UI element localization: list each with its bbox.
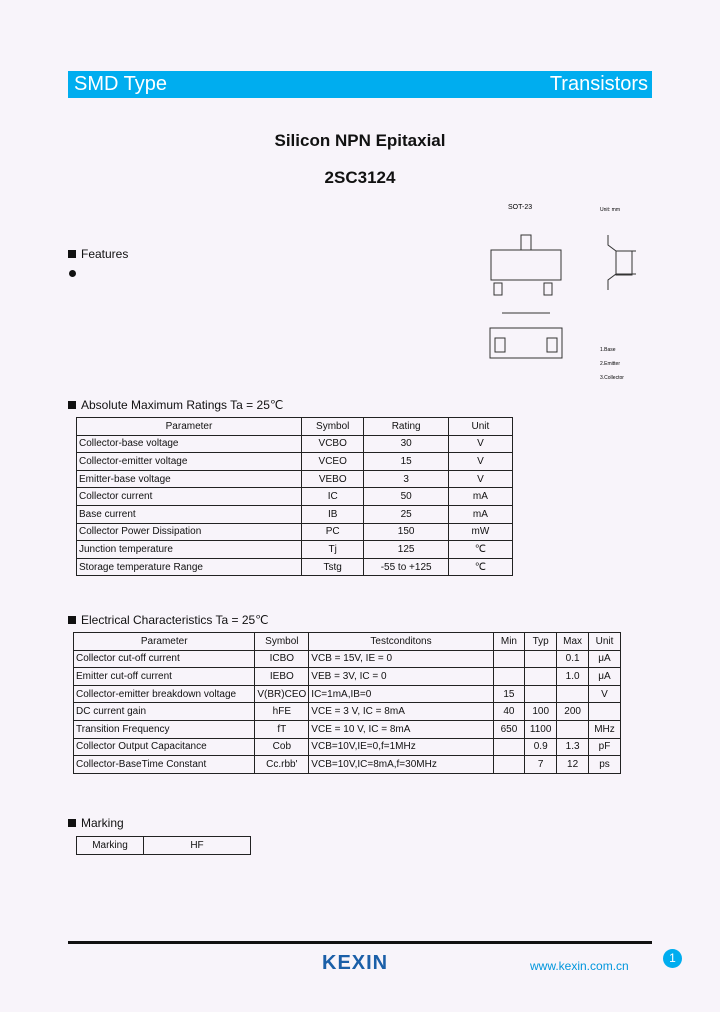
table-cell: 650 (493, 720, 524, 738)
table-cell: V (448, 435, 512, 453)
table-cell: Emitter cut-off current (74, 668, 255, 686)
table-cell: 15 (493, 685, 524, 703)
table-cell: 40 (493, 703, 524, 721)
table-cell: Cob (255, 738, 309, 756)
bullet-icon (69, 270, 76, 277)
table-row (74, 756, 621, 774)
marking-value: HF (144, 837, 251, 855)
table-cell (493, 650, 524, 668)
table-cell: V(BR)CEO (255, 685, 309, 703)
column-header: Rating (364, 418, 448, 436)
column-header: Parameter (77, 418, 302, 436)
table-cell: VCE = 10 V, IC = 8mA (309, 720, 493, 738)
table-cell: VCB=10V,IC=8mA,f=30MHz (309, 756, 493, 774)
table-row (77, 523, 513, 541)
pin-3: 3.Collector (600, 375, 624, 381)
table-cell: IEBO (255, 668, 309, 686)
table-cell: 1.3 (557, 738, 589, 756)
table-cell: Collector-BaseTime Constant (74, 756, 255, 774)
part-number: 2SC3124 (324, 168, 396, 187)
table-cell: Storage temperature Range (77, 558, 302, 576)
header-left: SMD Type (74, 73, 167, 95)
table-cell: VEB = 3V, IC = 0 (309, 668, 493, 686)
features-heading (68, 247, 128, 261)
marking-heading-text: Marking (81, 816, 124, 830)
pin-1: 1.Base (600, 347, 616, 353)
table-cell: μA (588, 650, 620, 668)
table-cell: Collector Output Capacitance (74, 738, 255, 756)
table-row (77, 470, 513, 488)
header-right: Transistors (549, 73, 648, 95)
table-cell: -55 to +125 (364, 558, 448, 576)
table-cell: IC (301, 488, 363, 506)
column-header: Unit (448, 418, 512, 436)
table-cell: V (448, 470, 512, 488)
table-cell: Collector current (77, 488, 302, 506)
table-cell (525, 650, 557, 668)
elec-heading-text: Electrical Characteristics Ta = 25℃ (81, 613, 269, 627)
elec-heading (68, 613, 269, 627)
table-cell (493, 738, 524, 756)
table-cell: 15 (364, 453, 448, 471)
marking-label: Marking (77, 837, 144, 855)
abs-max-heading (68, 398, 283, 412)
package-units: Unit: mm (600, 207, 620, 213)
kexin-logo: KEXIN (322, 952, 389, 974)
table-cell (493, 756, 524, 774)
table-cell: Tj (301, 541, 363, 559)
column-header: Max (557, 633, 589, 651)
table-cell: Collector-base voltage (77, 435, 302, 453)
table-cell: IB (301, 505, 363, 523)
table-cell (557, 720, 589, 738)
table-row (74, 650, 621, 668)
table-cell: MHz (588, 720, 620, 738)
table-cell: 1.0 (557, 668, 589, 686)
table-cell: PC (301, 523, 363, 541)
table-row (77, 541, 513, 559)
table-cell: Collector cut-off current (74, 650, 255, 668)
table-cell: V (588, 685, 620, 703)
table-cell: Collector-emitter voltage (77, 453, 302, 471)
table-cell: VCEO (301, 453, 363, 471)
table-cell: VEBO (301, 470, 363, 488)
table-cell: IC=1mA,IB=0 (309, 685, 493, 703)
table-row (74, 738, 621, 756)
table-cell: ℃ (448, 541, 512, 559)
table-row (74, 720, 621, 738)
marking-table (76, 836, 251, 855)
table-row (77, 435, 513, 453)
table-cell: 50 (364, 488, 448, 506)
table-cell: 0.9 (525, 738, 557, 756)
column-header: Unit (588, 633, 620, 651)
table-cell: VCBO (301, 435, 363, 453)
table-row (74, 703, 621, 721)
table-cell: Tstg (301, 558, 363, 576)
column-header: Min (493, 633, 524, 651)
doc-title: Silicon NPN Epitaxial (274, 131, 446, 150)
table-cell: 0.1 (557, 650, 589, 668)
table-cell: Collector-emitter breakdown voltage (74, 685, 255, 703)
table-cell: VCE = 3 V, IC = 8mA (309, 703, 493, 721)
table-cell: DC current gain (74, 703, 255, 721)
package-drawing (470, 195, 650, 385)
table-cell: pF (588, 738, 620, 756)
table-cell: 200 (557, 703, 589, 721)
table-row (77, 488, 513, 506)
table-row (74, 685, 621, 703)
table-cell: 7 (525, 756, 557, 774)
table-cell: Junction temperature (77, 541, 302, 559)
table-cell: Emitter-base voltage (77, 470, 302, 488)
website-link[interactable]: www.kexin.com.cn (530, 959, 629, 973)
elec-table (73, 632, 621, 774)
column-header: Typ (525, 633, 557, 651)
table-cell: Base current (77, 505, 302, 523)
table-cell: ICBO (255, 650, 309, 668)
table-cell: 1100 (525, 720, 557, 738)
table-cell (525, 668, 557, 686)
pin-2: 2.Emitter (600, 361, 621, 367)
table-row (74, 668, 621, 686)
table-cell: 12 (557, 756, 589, 774)
table-cell (525, 685, 557, 703)
table-cell: Cc.rbb' (255, 756, 309, 774)
header-row (77, 418, 513, 436)
column-header: Parameter (74, 633, 255, 651)
header-row (74, 633, 621, 651)
features-heading-text: Features (81, 247, 129, 261)
table-cell: 30 (364, 435, 448, 453)
package-name: SOT-23 (508, 204, 533, 211)
table-cell: 125 (364, 541, 448, 559)
abs-max-table (76, 417, 513, 576)
table-cell: Transition Frequency (74, 720, 255, 738)
table-cell: fT (255, 720, 309, 738)
table-cell: hFE (255, 703, 309, 721)
table-cell: μA (588, 668, 620, 686)
table-cell: 25 (364, 505, 448, 523)
table-cell: ℃ (448, 558, 512, 576)
table-row (77, 558, 513, 576)
table-cell: ps (588, 756, 620, 774)
column-header: Testconditons (309, 633, 493, 651)
table-cell (557, 685, 589, 703)
marking-heading (68, 816, 124, 830)
table-row (77, 505, 513, 523)
abs-max-heading-text: Absolute Maximum Ratings Ta = 25℃ (81, 398, 284, 412)
table-cell: 100 (525, 703, 557, 721)
table-cell: 150 (364, 523, 448, 541)
header-bar (68, 71, 652, 98)
table-cell: mA (448, 488, 512, 506)
table-cell (493, 668, 524, 686)
column-header: Symbol (301, 418, 363, 436)
table-cell: mW (448, 523, 512, 541)
table-cell: VCB=10V,IE=0,f=1MHz (309, 738, 493, 756)
table-cell: VCB = 15V, IE = 0 (309, 650, 493, 668)
table-cell: 3 (364, 470, 448, 488)
table-cell: V (448, 453, 512, 471)
table-row (77, 453, 513, 471)
table-cell (588, 703, 620, 721)
footer-divider (68, 941, 652, 944)
table-cell: Collector Power Dissipation (77, 523, 302, 541)
page-number: 1 (663, 949, 682, 968)
column-header: Symbol (255, 633, 309, 651)
table-cell: mA (448, 505, 512, 523)
